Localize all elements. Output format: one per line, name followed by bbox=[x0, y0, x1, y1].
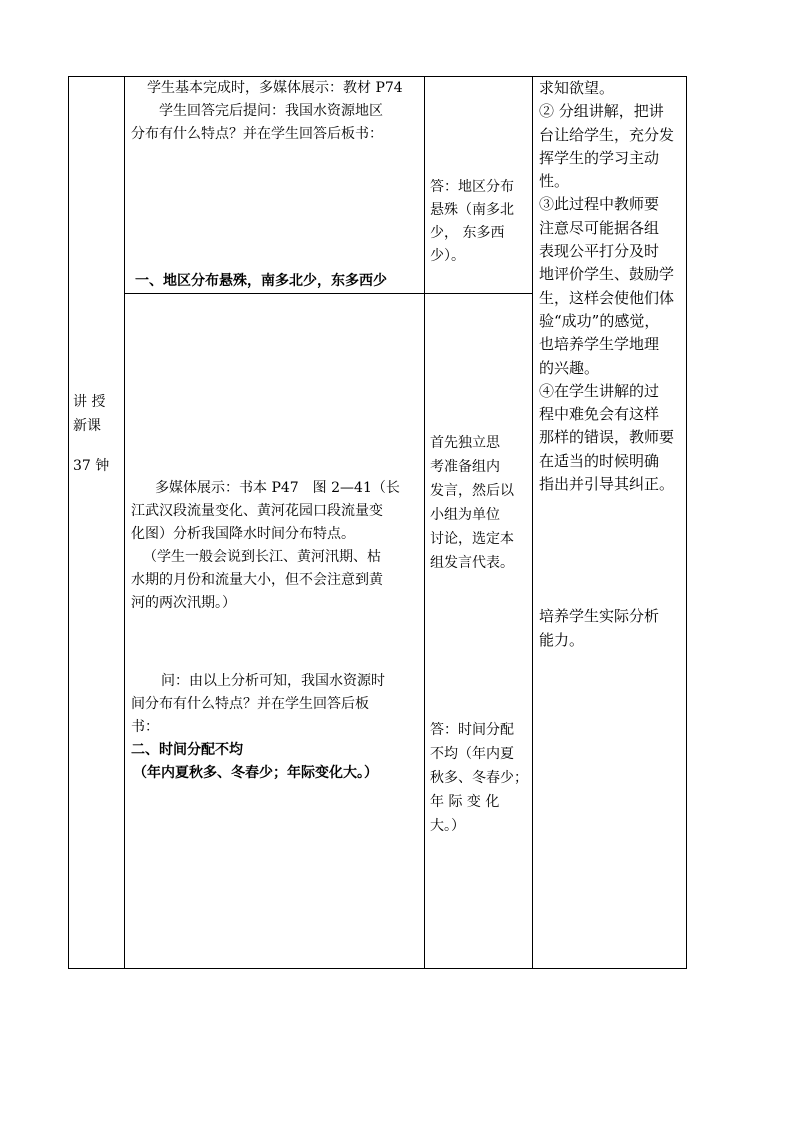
intent-line: 在适当的时候明确 bbox=[539, 451, 660, 470]
content-line: （学生一般会说到长江、黄河汛期、枯 bbox=[143, 549, 381, 565]
row2-student-activity-1 bbox=[430, 431, 528, 575]
intent-line: 那样的错误，教师要 bbox=[539, 428, 675, 447]
intent-line: 能力。 bbox=[539, 631, 585, 649]
column-divider bbox=[124, 77, 125, 968]
intent-line: 程中难免会有这样 bbox=[539, 405, 660, 424]
intent-line: 的兴趣。 bbox=[539, 358, 600, 377]
intent-line: 生，这样会使他们体 bbox=[539, 288, 675, 307]
intent-line: 挥学生的学习主动 bbox=[539, 148, 660, 167]
activity-line: 小组为单位 bbox=[430, 507, 500, 523]
column-divider bbox=[424, 77, 425, 968]
intent-line: 台让给学生，充分发 bbox=[539, 125, 675, 144]
section-label-line2: 新课 bbox=[73, 418, 101, 434]
board-heading-1: 一、地区分布悬殊，南多北少，东多西少 bbox=[135, 273, 387, 289]
content-line: 多媒体展示：书本 P47 图 2—41（长 bbox=[155, 480, 400, 496]
column-divider bbox=[532, 77, 533, 968]
activity-line: 组发言代表。 bbox=[430, 555, 514, 571]
content-line: 问：由以上分析可知，我国水资源时 bbox=[161, 673, 385, 689]
content-line: 水期的月份和流量大小，但不会注意到黄 bbox=[131, 572, 383, 588]
board-heading-2: 二、时间分配不均 bbox=[131, 742, 243, 758]
activity-line: 大。） bbox=[430, 818, 465, 834]
content-line: 分布有什么特点？并在学生回答后板书： bbox=[131, 126, 383, 142]
intent-line: ④在学生讲解的过 bbox=[539, 381, 660, 400]
intent-line: 培养学生实际分析 bbox=[539, 607, 660, 625]
activity-line: 少）。 bbox=[430, 248, 465, 264]
activity-line: 考准备组内 bbox=[430, 459, 500, 475]
row2-student-activity-2 bbox=[430, 718, 528, 838]
intent-line: ② 分组讲解，把讲 bbox=[539, 102, 664, 121]
activity-line: 年 际 变 化 bbox=[430, 794, 500, 810]
intent-line: 验“成功”的感觉， bbox=[539, 311, 660, 330]
section-label-line1: 讲 授 bbox=[73, 394, 106, 410]
row2-question bbox=[131, 670, 423, 785]
content-line: 书： bbox=[131, 719, 159, 735]
activity-line: 答：地区分布 bbox=[430, 179, 514, 195]
section-duration: 37 钟 bbox=[73, 458, 110, 474]
intent-line: 性。 bbox=[539, 172, 570, 191]
intent-line: 指出并引导其纠正。 bbox=[539, 475, 675, 494]
row1-student-activity bbox=[430, 176, 528, 268]
activity-line: 悬殊（南多北 bbox=[430, 202, 514, 218]
content-line: 化图）分析我国降水时间分布特点。 bbox=[131, 526, 355, 542]
activity-line: 少， 东多西 bbox=[430, 225, 505, 241]
intent-line: ③此过程中教师要 bbox=[539, 195, 660, 214]
activity-line: 讨论，选定本 bbox=[430, 531, 514, 547]
board-subheading-2: （年内夏秋多、冬春少；年际变化大。） bbox=[133, 765, 378, 781]
activity-line: 发言，然后以 bbox=[430, 483, 514, 499]
lesson-plan-table bbox=[68, 76, 687, 969]
intent-line: 表现公平打分及时 bbox=[539, 242, 660, 261]
design-intent-column bbox=[539, 77, 684, 496]
row2-teacher-content bbox=[131, 477, 423, 615]
intent-line: 也培养学生学地理 bbox=[539, 335, 660, 354]
design-intent-extra bbox=[539, 604, 684, 652]
content-line: 间分布有什么特点？并在学生回答后板 bbox=[131, 696, 369, 712]
content-line: 学生回答完后提问：我国水资源地区 bbox=[159, 103, 383, 119]
activity-line: 答：时间分配 bbox=[430, 722, 514, 738]
intent-line: 地评价学生、鼓励学 bbox=[539, 265, 675, 284]
intent-line: 求知欲望。 bbox=[539, 79, 615, 97]
row1-teacher-content bbox=[131, 77, 421, 289]
content-line: 河的两次汛期。） bbox=[131, 595, 236, 611]
activity-line: 首先独立思 bbox=[430, 435, 500, 451]
content-line: 江武汉段流量变化、黄河花园口段流量变 bbox=[131, 503, 383, 519]
intent-line: 注意尽可能据各组 bbox=[539, 218, 660, 237]
row-divider bbox=[124, 293, 532, 294]
section-label bbox=[73, 390, 123, 478]
activity-line: 不均（年内夏 bbox=[430, 746, 514, 762]
activity-line: 秋多、冬春少； bbox=[430, 770, 528, 786]
content-line: 学生基本完成时，多媒体展示：教材 P74 bbox=[147, 80, 403, 96]
